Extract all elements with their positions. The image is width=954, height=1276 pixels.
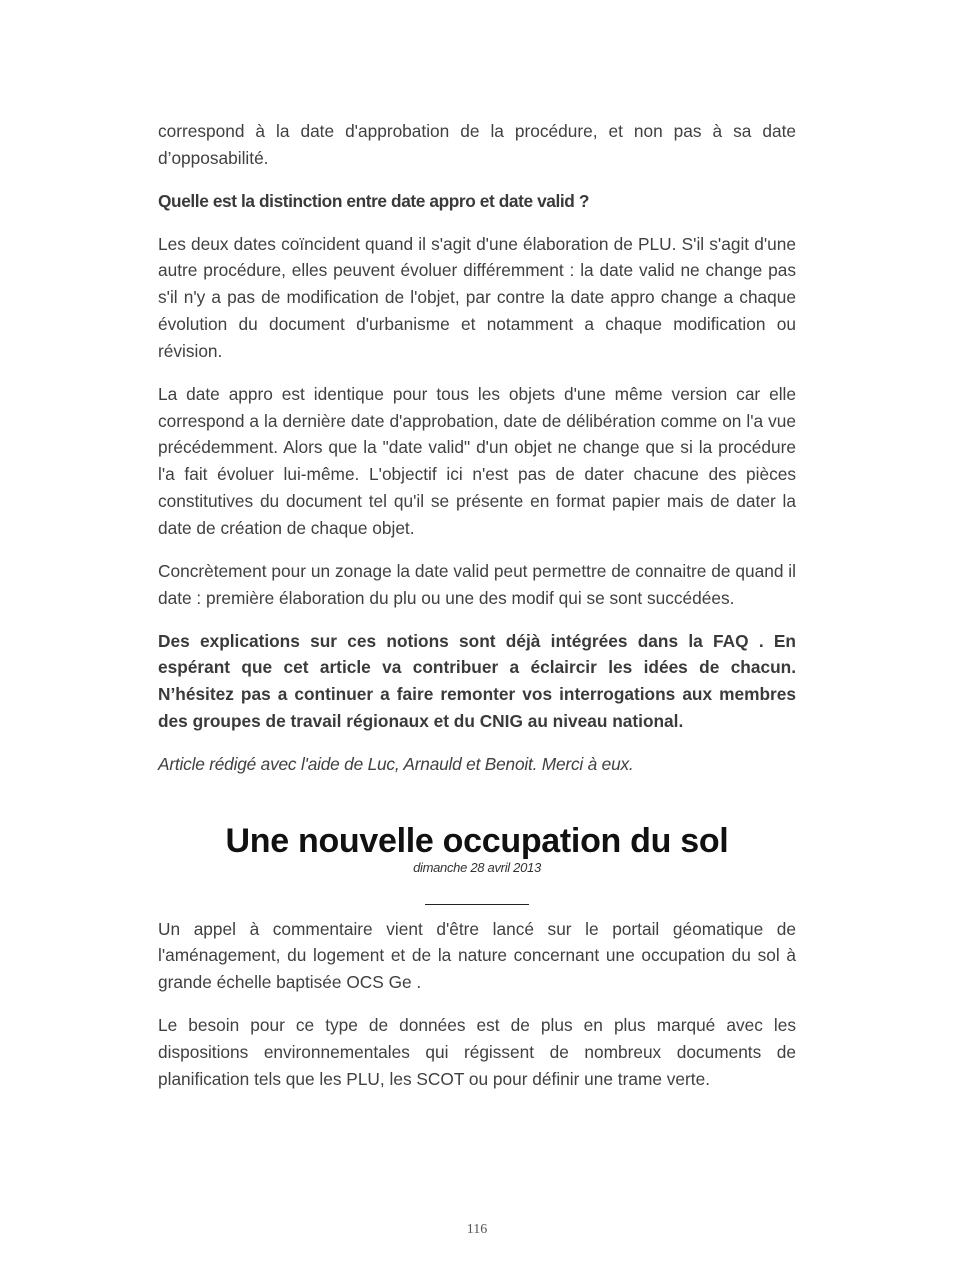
document-page: [158, 118, 796, 1109]
paragraph-continuation: correspond à la date d'approbation de la procédure, et non pas à sa date d’opposabilité.: [158, 121, 796, 168]
separator-line: [425, 904, 529, 905]
paragraph: Un appel à commentaire vient d'être lancé sur le portail géomatique de l'aménagement, du logement et de la nature concernant une occupation du sol à grande échelle baptisée OCS Ge .: [158, 918, 796, 993]
article-title: Une nouvelle occupation du sol: [225, 821, 729, 860]
paragraph: Les deux dates coïncident quand il s'agit d'une élaboration de PLU. S'il s'agit d'une autre procédure, elles peuvent évoluer différemment : la date valid ne change pas s'il n'y a pas de modification de l'objet, par contre la date appro change a chaque évolution du document d'urbanisme et notamment a chaque modification ou révision.: [158, 233, 796, 361]
paragraph: La date appro est identique pour tous les objets d'une même version car elle correspond a la dernière date d'approbation, date de délibération comme on l'a vue précédemment. Alors que la "date valid" d'un objet ne change que si la procédure l'a fait évoluer lui-même. L'objectif ici n'est pas de dater chacune des pièces constitutives du document tel qu'il se présente en format papier mais de dater la date de création de chaque objet.: [158, 383, 796, 538]
paragraph: Le besoin pour ce type de données est de plus en plus marqué avec les dispositions environnementales qui régissent de nombreux documents de planification tels que les PLU, les SCOT ou pour définir une trame verte.: [158, 1015, 796, 1089]
section-question-heading: Quelle est la distinction entre date appro et date valid ?: [158, 190, 590, 211]
conclusion-paragraph: Des explications sur ces notions sont déjà intégrées dans la FAQ . En espérant que cet article va contribuer a éclaircir les idées de chacun. N’hésitez pas a continuer a faire remonter vos interrogations aux membres des groupes de travail régionaux et du CNIG au niveau national.: [158, 630, 796, 731]
paragraph: Concrètement pour un zonage la date valid peut permettre de connaitre de quand il date : première élaboration du plu ou une des modif qui se sont succédées.: [158, 560, 796, 608]
page-number: 116: [466, 1222, 488, 1237]
credits-paragraph: Article rédigé avec l'aide de Luc, Arnauld et Benoit. Merci à eux.: [158, 753, 634, 774]
article-date: dimanche 28 avril 2013: [413, 859, 541, 875]
